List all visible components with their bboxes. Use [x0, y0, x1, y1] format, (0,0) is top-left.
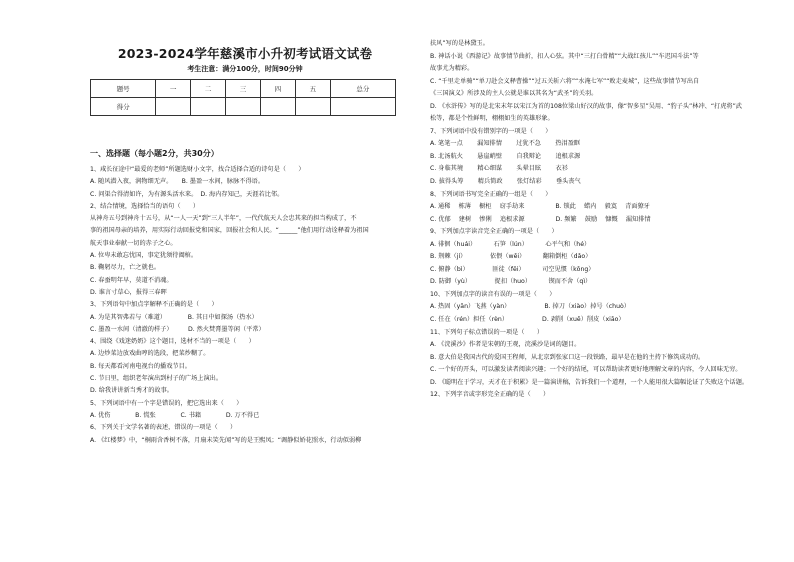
text-line: 11、下列句子标点错误的一项是（ ） — [430, 328, 544, 336]
left-question-lines — [90, 164, 404, 447]
text-line: 5、下列词语中有一个字是错误的，把它选出来（ ） — [90, 399, 243, 407]
header-cell: 总分 — [330, 80, 395, 98]
header-cell: 一 — [156, 80, 191, 98]
text-line: 4、围绕《戏迷奶奶》这个题目，选材不当的一项是（ ） — [90, 338, 255, 346]
score-cell[interactable] — [156, 98, 191, 116]
text-line: B. 鞠躬尽力，亡之就也。 — [90, 264, 161, 272]
text-line: A. 《红楼梦》中，“桐雨含香树不落，月扇未笑先闻”写的是王熙凤；“调静似娇花照水，行动似弱柳 — [90, 436, 362, 444]
text-line: 3、下列语句中加点字解释不正确的是（ ） — [90, 301, 218, 309]
text-line: 2、结合情境，选择恰当的语句（ ） — [90, 202, 200, 210]
text-line: D. 《水浒传》写的是北宋末年以宋江为首的108位梁山好汉的故事，像“智多星”吴用、“豹子头”林冲、“打虎将”武 — [430, 102, 742, 110]
text-line: A. 优伤 B. 慌张 C. 书籍 D. 万不得已 — [90, 411, 260, 419]
left-column — [86, 0, 404, 562]
text-line: C. 优郁 建树 惨俐 追根求源 D. 频繁 鼓励 慷慨 漏知排情 — [430, 215, 651, 223]
text-line: A. 位卑未敢忘忧国，事定犹须待阖棺。 — [90, 252, 198, 260]
text-line: B. 神话小说《西游记》故事情节曲折，扣人心弦。其中“三打白骨精”“大战红孩儿”“车迟国斗法”等 — [430, 52, 699, 60]
text-line: C. 一个好的开头，可以激发读者阅读兴趣；一个好的结尾，可以帮助读者更好地理解文章的内容，令人回味无穷。 — [430, 366, 742, 374]
text-line: D. 给我讲讲新当秀才的故事。 — [90, 387, 173, 395]
text-line: B. 北汤航火 悬崖峭壁 自我辩论 追根求源 — [430, 152, 581, 160]
right-column — [430, 0, 770, 562]
text-line: D. 防御（yù） 捉扣（huo） 锲而不舍（qì） — [430, 278, 592, 286]
right-question-lines — [430, 38, 770, 402]
header-cell: 三 — [226, 80, 261, 98]
exam-title: 2023-2024学年慈溪市小升初考试语文试卷 — [117, 46, 373, 61]
text-line: A. 通稀 栋薄 橱柜 窃手劫来 B. 锁此 蜡内 毅寞 青面獠牙 — [430, 203, 650, 211]
score-cell[interactable] — [260, 98, 295, 116]
text-line: A. 热固（yān）飞燕（yàn） B. 掉刀（xiào）掉号（chuò） — [430, 303, 630, 311]
text-line: A. 《浣溪沙》作者是宋朝的王观，浣溪沙是词的题目。 — [430, 341, 581, 349]
header-cell: 四 — [260, 80, 295, 98]
score-cell[interactable] — [295, 98, 330, 116]
text-line: D. 拔得头筹 精兵简政 张灯结彩 垂头丧气 — [430, 178, 581, 186]
text-line: 航天事业奉献一切的赤子之心。 — [90, 239, 177, 247]
score-cell[interactable] — [191, 98, 226, 116]
score-cell[interactable] — [226, 98, 261, 116]
header-cell: 五 — [295, 80, 330, 98]
text-line: 扶风”写的是林黛玉。 — [430, 40, 489, 47]
text-line: 从神舟五号到神舟十五号，从“一人一天”到“三人半年”，一代代航天人会忠其来的担当构成了，不 — [90, 215, 357, 223]
text-line: C. 春蚕明年早，莫道不消魂。 — [90, 276, 173, 284]
score-table-header-row — [91, 80, 396, 98]
header-cell: 题号 — [91, 80, 156, 98]
text-line: 事的祖国母亲的培养，用实际行动回报党和国家，回报社会和人民。“______”他们用行动诠释着为祖国 — [90, 227, 369, 235]
text-line: A. 随风潜入夜，润物细无声。 B. 墨盈一水间，脉脉不得语。 — [90, 178, 265, 186]
text-line: 故事尤为精彩。 — [430, 65, 474, 73]
text-line: C. 俯静（bì） 匪徒（fěi） 司空见惯（kōng） — [430, 265, 595, 273]
text-line: C. 任在（rén）担任（rèn） D. 剥削（xuē）削皮（xiāo） — [430, 316, 625, 324]
text-line: C. 墨盈一水间（清澈的样子） D. 然火焚膏墨等闲（平常） — [90, 325, 265, 333]
text-line: 8、下列词语书写完全正确的一组是（ ） — [430, 190, 552, 198]
section-heading: 一、选择题（每小题2分，共30分） — [90, 149, 219, 158]
header-cell: 二 — [191, 80, 226, 98]
text-line: 10、下列加点字的读音有误的一项是（ ） — [430, 290, 556, 298]
text-line: 9、下列加点字读音完全正确的一项是（ ） — [430, 228, 558, 236]
exam-notice: 考生注意：满分100分，时间90分钟 — [187, 65, 303, 73]
text-line: B. 每天都看河南电视台的播戏节目。 — [90, 362, 191, 370]
text-line: 1、咸长征途中“最爱的老师”所题选财小文字，找合适择合适的诗句是（ ） — [90, 166, 305, 173]
text-line: C. 问渠合得清如许，为有源头活水来。 D. 海内存知己，天涯若比邻。 — [90, 190, 284, 198]
text-line: B. 荆棘（jí） 依偎（wēi） 翻箱倒柜（dǎo） — [430, 253, 592, 261]
text-line: C. “千里走单骑”“单刀赴会义释曹操”“过五关斩六将”“水淹七军”“败走麦城”，这些故事情节写出自 — [430, 77, 700, 85]
text-line: B. 意大伯是我国古代的爱国王程师，从北京到张家口这一段铁路，最早是在他的主持下修筑成功的。 — [430, 353, 705, 361]
text-line: 7、下列词语中没有错别字的一项是（ ） — [430, 127, 552, 135]
text-line: 《三国演义》所涉及的主人公就是谁以其名为“武圣”的关羽。 — [430, 90, 598, 98]
score-cell[interactable] — [330, 98, 395, 116]
text-line: 松等，都是个性鲜明，栩栩如生的英雄形象。 — [430, 115, 554, 123]
text-line: D. 《聪明在于学习，天才在于积累》是一篇演讲稿，告诉我们一个道理，一个人能用很大篇幅论证了失败这个话题。 — [430, 378, 749, 386]
text-line: D. 谁言寸草心，报得三春晖 — [90, 288, 167, 296]
text-line: C. 身临其境 精心细谋 头晕目眩 衣衫 — [430, 165, 568, 173]
text-line: A. 为是其智弗若与（难道） B. 其日中如探汤（热水） — [90, 313, 258, 321]
text-line: A. 徘徊（huái） 石笋（lún） 心平气和（hé） — [430, 240, 591, 248]
row-label-cell: 得分 — [91, 98, 156, 116]
text-line: 6、下列关于文学名著的表述，错误的一项是（ ） — [90, 424, 237, 432]
score-table-score-row — [91, 98, 396, 116]
text-line: C. 节日里，组织老年演出到村子的广场上演出。 — [90, 375, 223, 383]
score-table — [90, 79, 396, 116]
text-line: A. 边炒菜边放戏曲哼的选段，把菜炒糊了。 — [90, 350, 210, 358]
text-line: A. 笔笔一点 漏知排情 过犹不急 热泪盈眶 — [430, 140, 581, 148]
text-line: 12、下列字音或字形完全正确的是（ ） — [430, 391, 550, 399]
